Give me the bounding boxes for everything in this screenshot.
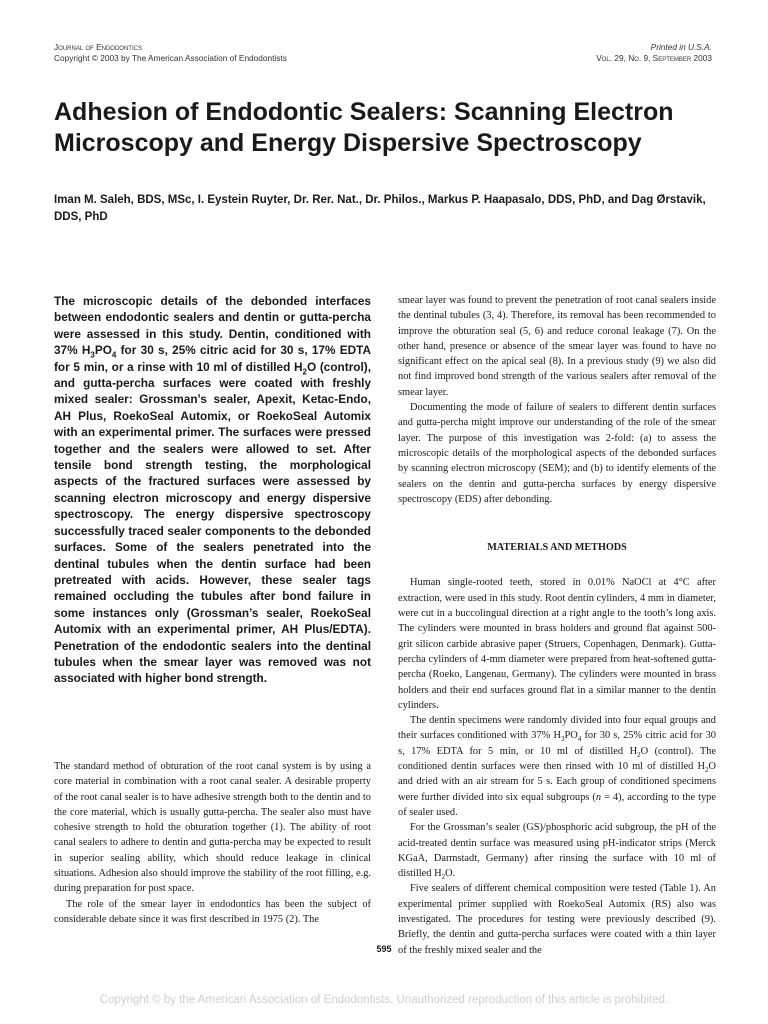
introduction-column	[54, 759, 371, 927]
abstract: The microscopic details of the debonded interfaces between endodontic sealers and dentin or gutta-percha were assessed in this study. Dentin, conditioned with 37% $H_3PO_4$ for 30 s, 25% citric acid for 30 s, 17% EDTA for 5 min, or a rinse with 10 ml of distilled $H_2O$ (control), and gutta-percha surfaces were coated with freshly mixed sealer: Grossman’s sealer, Apexit, Ketac-Endo, AH Plus, RoekoSeal Automix, or RoekoSeal Automix with an experimental primer. The surfaces were pressed together and the sealers were allowed to set. After tensile bond strength testing, the morphological aspects of the fractured surfaces were assessed by scanning electron microscopy and energy dispersive spectroscopy. The energy dispersive spectroscopy successfully traced sealer components to the debonded surfaces. Some of the sealers penetrated into the dentinal tubules when the dentin surface had been pretreated with acids. However, these sealer tags remained occluding the tubules after bond failure in some instances only (Grossman’s sealer, RoekoSeal Automix with an experimental primer, AH Plus/EDTA). Penetration of the endodontic sealers into the dentinal tubules when the smear layer was removed was not associated with higher bond strength.	[54, 294, 371, 686]
journal-header	[54, 42, 287, 64]
body-paragraph: For the Grossman’s sealer (GS)/phosphoric acid subgroup, the pH of the acid-treated dentin surface was measured using pH-indicator strips (Merck KGaA, Darmstadt, Germany) after rinsing the surface with 10 ml of distilled $H_2O$.	[398, 822, 716, 882]
journal-name: Journal of Endodontics	[54, 42, 142, 52]
issue-header	[596, 42, 712, 64]
body-paragraph: The standard method of obturation of the root canal system is by using a core material in combination with a root canal sealer. A desirable property of the root canal sealer is to have adhesive strength both to the dentin and to the core material, which is usually gutta-percha. The sealer also must have cohesive strength to hold the obturation together (1). The ability of root canal sealers to adhere to dentin and gutta-percha may be expected to result in superior sealing ability, which should reduce leakage in clinical situations. Adhesion also should improve the stability of the root filling, e.g. during preparation for post space.	[54, 761, 371, 895]
copyright-notice: Copyright © by the American Association of Endodontists. Unauthorized reproduction of this article is prohibited.	[99, 994, 669, 1006]
header-copyright: Copyright © 2003 by The American Association of Endodontists	[54, 53, 287, 63]
body-paragraph: smear layer was found to prevent the penetration of root canal sealers inside the dentinal tubules (3, 4). Therefore, its removal has been recommended to improve the obturation seal (5, 6) and reduce coronal leakage (7). On the other hand, presence or absence of the smear layer was found to have no significant effect on the apical seal (8). In a previous study (9) we also did not find improved bond strength of the various sealers after removal of the smear layer.	[398, 295, 716, 398]
volume-issue: Vol. 29, No. 9, September 2003	[596, 53, 712, 63]
body-paragraph: The dentin specimens were randomly divided into four equal groups and their surfaces conditioned with 37% $H_3PO_4$ for 30 s, 25% citric acid for 30 s, 17% EDTA for 5 min, or 10 ml of distilled $H_2O$ (control). The conditioned dentin surfaces were then rinsed with 10 ml of distilled $H_2O$ and dried with an air stream for 5 s. Each group of conditioned specimens were further divided into six equal subgroups (n = 4), according to the type of sealer used.	[398, 715, 716, 818]
body-paragraph: Documenting the mode of failure of sealers to different dentin surfaces and gutta-percha might improve our understanding of the role of the smear layer. The purpose of this investigation was 2-fold: (a) to assess the microscopic details of the morphological aspects of the debonded surfaces by scanning electron microscopy (SEM); and (b) to identify elements of the sealers on the dentin and gutta-percha surfaces by energy dispersive spectroscopy (EDS) after debonding.	[398, 402, 716, 505]
author-list: Iman M. Saleh, BDS, MSc, I. Eystein Ruyter, Dr. Rer. Nat., Dr. Philos., Markus P. Haapasalo, DDS, PhD, and Dag Ørstavik, DDS, PhD	[54, 194, 706, 223]
body-paragraph: The role of the smear layer in endodontics has been the subject of considerable debate since it was first described in 1975 (2). The	[54, 898, 371, 925]
body-paragraph: Five sealers of different chemical composition were tested (Table 1). An experimental primer supplied with RoekoSeal Automix (RS) also was investigated. The procedures for testing were previously described (9). Briefly, the dentin and gutta-percha surfaces were coated with a thin layer of the freshly mixed sealer and the	[398, 883, 716, 956]
body-paragraph: Human single-rooted teeth, stored in 0.01% NaOCl at 4°C after extraction, were used in this study. Root dentin cylinders, 4 mm in diameter, were cut in a buccolingual direction at a right angle to the tooth’s long axis. The cylinders were mounted in brass holders and ground flat against 500-grit silicon carbide abrasive paper (Struers, Copenhagen, Denmark). Gutta-percha cylinders of 4-mm diameter were prepared from heat-softened gutta-percha (Roeko, Langenau, Germany). The cylinders were mounted in brass holders and their end surfaces ground flat in a similar manner to the dentin cylinders.	[398, 577, 716, 711]
article-title: Adhesion of Endodontic Sealers: Scanning Electron Microscopy and Energy Dispersive Spectroscopy	[54, 98, 674, 157]
page-number: 595	[376, 944, 392, 954]
printed-in: Printed in U.S.A.	[650, 42, 712, 52]
right-column	[398, 293, 716, 958]
section-heading-methods: MATERIALS AND METHODS	[487, 542, 627, 554]
